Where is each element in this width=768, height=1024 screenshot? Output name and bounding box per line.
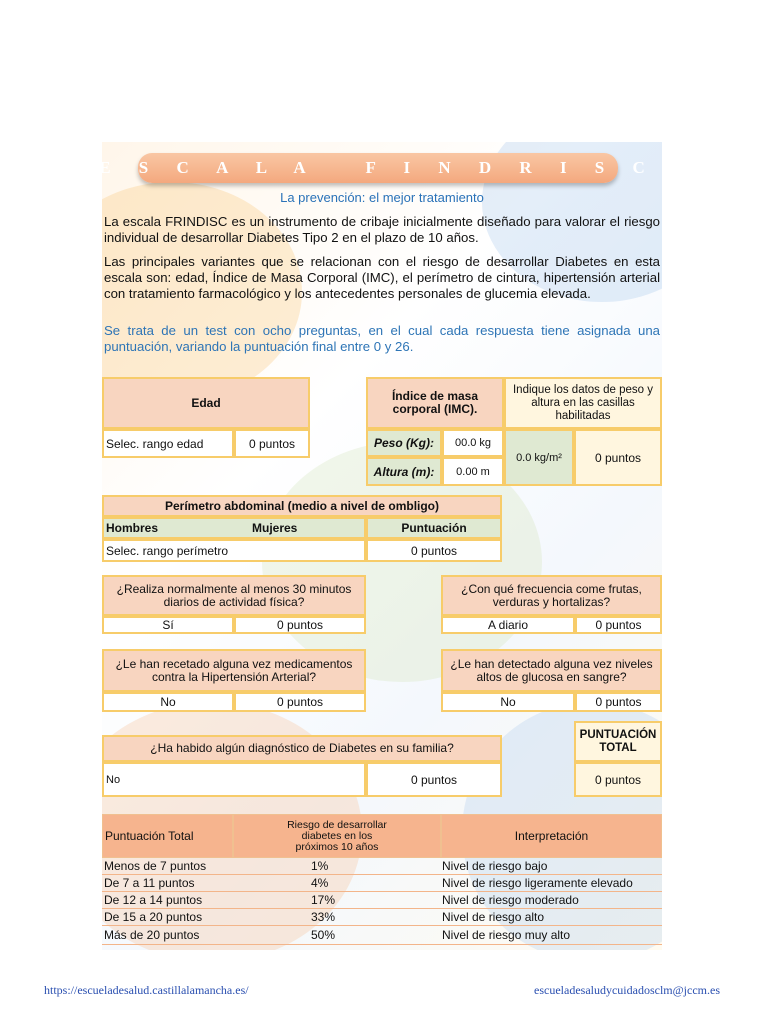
- familia-select[interactable]: No: [102, 762, 366, 797]
- website-link[interactable]: https://escueladesalud.castillalamancha.es/: [44, 983, 249, 997]
- row-risk: 4%: [311, 876, 329, 890]
- actividad-select[interactable]: Sí: [102, 616, 234, 634]
- altura-label: Altura (m):: [366, 457, 442, 486]
- row-interp: Nivel de riesgo ligeramente elevado: [442, 876, 633, 890]
- frutas-select[interactable]: A diario: [441, 616, 575, 634]
- col-mujeres: Mujeres: [252, 521, 298, 535]
- glucosa-select[interactable]: No: [441, 692, 575, 712]
- perimetro-header: Perímetro abdominal (medio a nivel de ombligo): [102, 495, 502, 517]
- email-link[interactable]: escueladesaludycuidadosclm@jccm.es: [534, 983, 720, 997]
- total-points: 0 puntos: [574, 762, 662, 797]
- glucosa-points: 0 puntos: [575, 692, 662, 712]
- col-hombres: Hombres: [106, 521, 159, 535]
- risk-header-interp: Interpretación: [441, 814, 662, 858]
- row-risk: 1%: [311, 859, 329, 873]
- hipertension-select[interactable]: No: [102, 692, 234, 712]
- row-score: De 15 a 20 puntos: [104, 910, 203, 924]
- edad-header: Edad: [102, 377, 310, 429]
- perimetro-select[interactable]: Selec. rango perímetro: [102, 539, 366, 562]
- frutas-points: 0 puntos: [575, 616, 662, 634]
- intro-paragraph-1: La escala FRINDISC es un instrumento de cribaje inicialmente diseñado para valorar el riesgo individual de desarrollar Diabetes Tipo 2 en el plazo de 10 años.: [104, 214, 660, 245]
- familia-points: 0 puntos: [366, 762, 502, 797]
- peso-label: Peso (Kg):: [366, 429, 442, 457]
- title-banner: [99, 153, 657, 183]
- glucosa-question: ¿Le han detectado alguna vez niveles altos de glucosa en sangre?: [441, 649, 662, 692]
- row-interp: Nivel de riesgo bajo: [442, 859, 548, 873]
- familia-question: ¿Ha habido algún diagnóstico de Diabetes en su familia?: [102, 735, 502, 762]
- row-interp: Nivel de riesgo moderado: [442, 893, 579, 907]
- risk-header-risk: Riesgo de desarrollar diabetes en los próximos 10 años: [233, 814, 441, 858]
- actividad-question: ¿Realiza normalmente al menos 30 minutos diarios de actividad física?: [102, 575, 366, 616]
- row-score: Más de 20 puntos: [104, 928, 200, 942]
- subtitle: La prevención: el mejor tratamiento: [280, 190, 484, 205]
- risk-header-score: Puntuación Total: [102, 814, 233, 858]
- row-score: Menos de 7 puntos: [104, 859, 207, 873]
- table-row: [102, 926, 662, 945]
- frutas-question: ¿Con qué frecuencia come frutas, verduras y hortalizas?: [441, 575, 662, 616]
- imc-result: 0.0 kg/m²: [504, 429, 574, 486]
- intro-paragraph-2: Las principales variantes que se relacionan con el riesgo de desarrollar Diabetes en esta escala son: edad, Índice de Masa Corporal (IMC), el perímetro de cintura, hipertensión arterial con tratamiento farmacológico y los antecedentes personales de glucemia elevada.: [104, 254, 660, 301]
- table-row: [102, 858, 662, 875]
- table-row: [102, 909, 662, 926]
- row-interp: Nivel de riesgo muy alto: [442, 928, 571, 942]
- edad-select[interactable]: Selec. rango edad: [102, 429, 234, 458]
- row-score: De 7 a 11 puntos: [104, 876, 195, 890]
- imc-hint: Indique los datos de peso y altura en las casillas habilitadas: [504, 377, 662, 429]
- imc-header: Índice de masa corporal (IMC).: [366, 377, 504, 429]
- hipertension-points: 0 puntos: [234, 692, 366, 712]
- perimetro-col-row: [102, 517, 366, 539]
- table-row: [102, 892, 662, 909]
- peso-input[interactable]: 00.0 kg: [442, 429, 504, 457]
- hipertension-question: ¿Le han recetado alguna vez medicamentos contra la Hipertensión Arterial?: [102, 649, 366, 692]
- col-puntuacion: Puntuación: [366, 517, 502, 539]
- total-header: PUNTUACIÓN TOTAL: [574, 721, 662, 762]
- actividad-points: 0 puntos: [234, 616, 366, 634]
- row-risk: 50%: [311, 928, 336, 942]
- row-score: De 12 a 14 puntos: [104, 893, 203, 907]
- row-risk: 17%: [311, 893, 336, 907]
- perimetro-points: 0 puntos: [366, 539, 502, 562]
- page-title: E S C A L A F I N D R I S C: [99, 158, 657, 177]
- intro-paragraph-3: Se trata de un test con ocho preguntas, en el cual cada respuesta tiene asignada una puntuación, variando la puntuación final entre 0 y 26.: [104, 323, 660, 354]
- imc-points: 0 puntos: [574, 429, 662, 486]
- table-row: [102, 875, 662, 892]
- altura-input[interactable]: 0.00 m: [442, 457, 504, 486]
- edad-points: 0 puntos: [234, 429, 310, 458]
- row-interp: Nivel de riesgo alto: [442, 910, 545, 924]
- row-risk: 33%: [311, 910, 336, 924]
